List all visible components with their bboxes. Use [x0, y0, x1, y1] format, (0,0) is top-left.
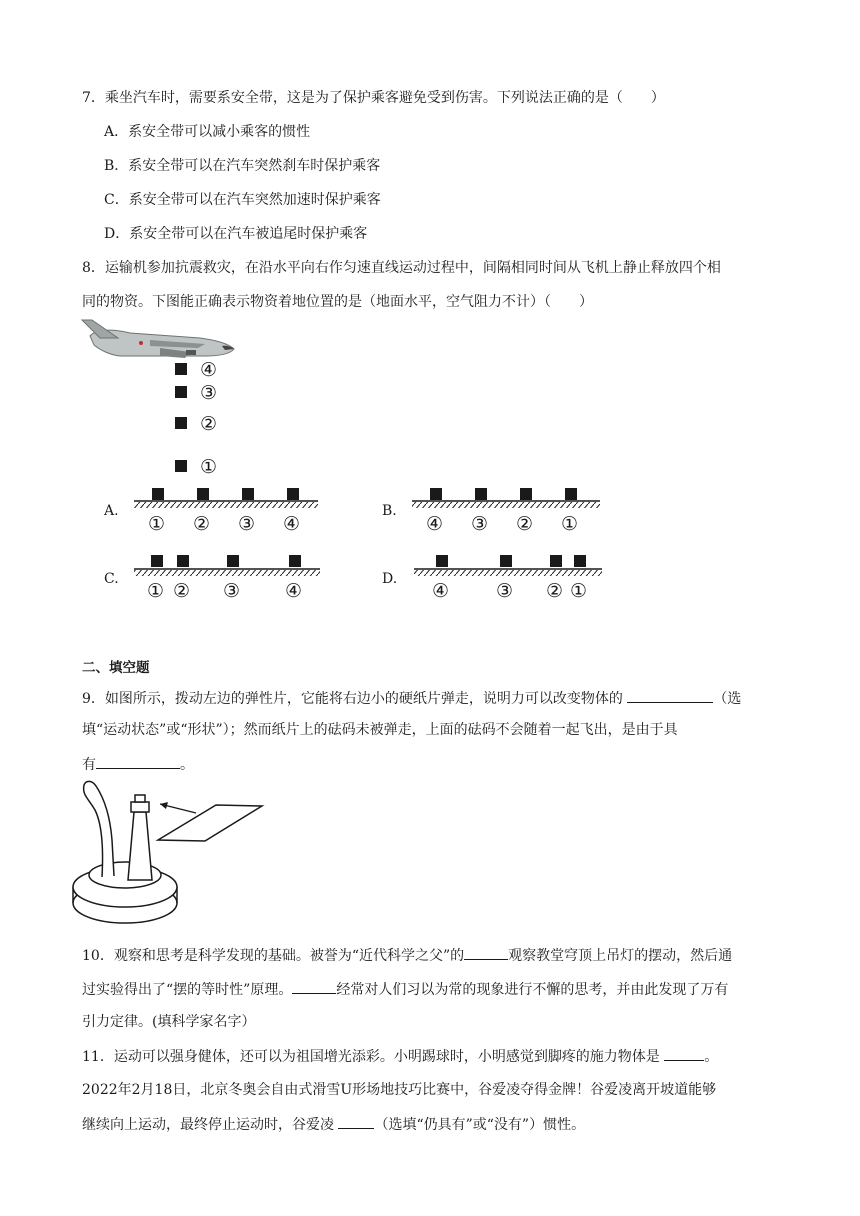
q8-stem-line1: 8．运输机参加抗震救灾，在沿水平向右作匀速直线运动过程中，间隔相同时间从飞机上静止释放四个相	[82, 260, 721, 276]
falling-label-1: ①	[200, 456, 218, 478]
q8-d-label-1: ①	[570, 580, 588, 602]
q11-line1-text: 11．运动可以强身健体，还可以为祖国增光添彩。小明踢球时，小明感觉到脚疼的施力物体是	[82, 1049, 665, 1065]
q8-c-label-2: ②	[173, 580, 191, 602]
q11-blank-1[interactable]	[664, 1046, 704, 1061]
section-heading: 二、填空题	[82, 660, 150, 676]
q10-line2-tail: 经常对人们习以为常的现象进行不懈的思考，并由此发现了万有	[336, 982, 729, 998]
q8-a-label-1: ①	[148, 513, 166, 535]
q8-a-label-2: ②	[193, 513, 211, 535]
q11-line1	[82, 1046, 718, 1067]
q9-line1-text: 9．如图所示，拨动左边的弹性片，它能将右边小的硬纸片弹走，说明力可以改变物体的	[82, 691, 628, 707]
q8-a-label-4: ④	[283, 513, 301, 535]
q8-option-a-letter: A.	[104, 503, 119, 519]
q11-line3	[82, 1114, 585, 1135]
q8-b-label-3: ③	[471, 513, 489, 535]
falling-label-2: ②	[200, 413, 218, 435]
q8-b-label-4: ④	[426, 513, 444, 535]
q8-option-c-letter: C.	[104, 571, 119, 587]
q8-d-label-4: ④	[432, 580, 450, 602]
q7-option-b: B．系安全带可以在汽车突然刹车时保护乘客	[104, 158, 381, 174]
q7-stem: 7．乘坐汽车时，需要系安全带，这是为了保护乘客避免受到伤害。下列说法正确的是（ ）	[82, 90, 665, 106]
q9-line1-tail: （选	[713, 691, 742, 707]
q7-option-c: C．系安全带可以在汽车突然加速时保护乘客	[104, 192, 381, 208]
q8-d-label-2: ②	[546, 580, 564, 602]
q10-line1	[82, 945, 732, 966]
q11-line2: 2022年2月18日，北京冬奥会自由式滑雪U形场地技巧比赛中，谷爱凌夺得金牌！谷爱凌离开坡道能够	[82, 1082, 717, 1098]
q8-option-b-letter: B.	[382, 503, 397, 519]
q11-line3-text: 继续向上运动，最终停止运动时，谷爱凌	[82, 1117, 339, 1133]
falling-label-3: ③	[200, 382, 218, 404]
q8-b-label-2: ②	[516, 513, 534, 535]
q10-blank-2[interactable]	[292, 979, 336, 994]
falling-label-4: ④	[200, 359, 218, 381]
q10-line2	[82, 979, 728, 1000]
q8-a-label-3: ③	[238, 513, 256, 535]
q9-line3-text: 有	[82, 757, 96, 773]
q8-c-label-1: ①	[147, 580, 165, 602]
q7-option-d: D．系安全带可以在汽车被追尾时保护乘客	[104, 226, 368, 242]
q8-c-label-3: ③	[223, 580, 241, 602]
q9-line3-tail: 。	[180, 757, 194, 773]
q11-blank-2[interactable]	[338, 1114, 374, 1129]
q9-line2: 填“运动状态”或“形状”）；然而纸片上的砝码未被弹走，上面的砝码不会随着一起飞出，是由于具	[82, 722, 678, 738]
q10-line2-text: 过实验得出了“摆的等时性”原理。	[82, 982, 293, 998]
q11-line1-tail: 。	[704, 1049, 719, 1065]
q10-line1-text: 10．观察和思考是科学发现的基础。被誉为“近代科学之父”的	[82, 948, 465, 964]
q11-line3-tail: （选填“仍具有”或“没有”）惯性。	[374, 1117, 586, 1133]
q10-line3: 引力定律。(填科学家名字）	[82, 1014, 256, 1030]
q8-option-d-letter: D.	[382, 571, 398, 587]
q8-c-label-4: ④	[285, 580, 303, 602]
q8-stem-line2: 同的物资。下图能正确表示物资着地位置的是（地面水平，空气阻力不计）（ ）	[82, 294, 593, 310]
q7-option-a: A．系安全带可以减小乘客的惯性	[104, 124, 311, 140]
q10-line1-tail: 观察教堂穹顶上吊灯的摆动，然后通	[508, 948, 733, 964]
q10-blank-1[interactable]	[464, 945, 508, 960]
q8-b-label-1: ①	[561, 513, 579, 535]
q8-d-label-3: ③	[496, 580, 514, 602]
